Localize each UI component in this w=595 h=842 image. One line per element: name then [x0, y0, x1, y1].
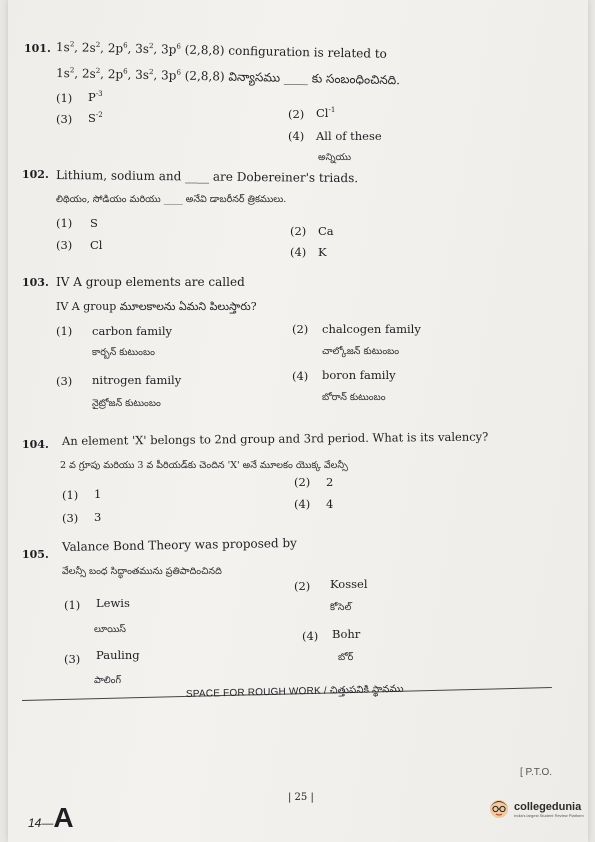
brand-watermark — [488, 797, 584, 821]
q103-option-4: boron family — [322, 368, 396, 382]
q105-option-4-number: (4) — [302, 629, 319, 643]
question-102-number: 102. — [22, 168, 49, 181]
q101-option-4: All of these — [316, 129, 382, 143]
question-103-text: IV A group elements are called — [56, 275, 245, 289]
q103-option-2-number: (2) — [292, 322, 309, 336]
q103-option-3-telugu: నైట్రోజన్ కుటుంబం — [92, 398, 161, 409]
q101-option-3-number: (3) — [56, 112, 73, 126]
q105-option-3: Pauling — [96, 648, 140, 662]
question-105-number: 105. — [22, 548, 49, 561]
q104-option-4-number: (4) — [294, 497, 311, 511]
question-102-text: Lithium, sodium and ____ are Dobereiner's triads. — [55, 168, 359, 186]
q103-option-1-number: (1) — [56, 324, 73, 338]
booklet-code-prefix: 14— — [28, 816, 54, 830]
q104-option-2: 2 — [326, 475, 334, 489]
exam-page — [8, 0, 588, 842]
q102-option-4-number: (4) — [290, 245, 307, 259]
rough-work-label: SPACE FOR ROUGH WORK / చిత్తుపనికి స్థానము — [185, 683, 404, 700]
q105-option-3-telugu: పాలింగ్ — [94, 675, 122, 686]
mascot-icon — [488, 797, 510, 821]
question-104-telugu: 2 వ గ్రూపు మరియు 3 వ పీరియడ్‌కు చెందిన 'X' అనే మూలకం యొక్క వేలన్సీ — [60, 460, 348, 471]
q102-option-2-number: (2) — [290, 224, 307, 238]
q102-option-1: S — [90, 216, 98, 230]
question-104-text: An element 'X' belongs to 2nd group and 3rd period. What is its valency? — [61, 429, 489, 448]
q105-option-1-telugu: లూయిస్ — [94, 624, 126, 635]
q105-option-2-telugu: కోసెల్ — [330, 602, 352, 613]
q104-option-1: 1 — [94, 487, 102, 501]
question-104-number: 104. — [22, 438, 49, 451]
q105-option-4: Bohr — [332, 627, 361, 641]
q101-option-4-number: (4) — [288, 129, 305, 143]
q104-option-4: 4 — [326, 497, 334, 511]
q103-option-1: carbon family — [92, 324, 173, 338]
q104-option-1-number: (1) — [62, 488, 79, 502]
q103-option-2-telugu: చాల్కోజన్ కుటుంబం — [322, 346, 400, 357]
brand-name: collegedunia — [514, 800, 582, 813]
question-101-text: $1s^2$, $2s^2$, $2p^6$, $3s^2$, $3p^6$ (2,8,8) configuration is related to — [55, 40, 388, 61]
booklet-code-letter: A — [53, 802, 74, 833]
pto-label: [ P.T.O. — [520, 767, 553, 778]
q101-option-1-number: (1) — [56, 91, 73, 105]
q101-option-2-number: (2) — [288, 107, 305, 121]
q101-option-2: $Cl^{-1}$ — [316, 106, 336, 120]
question-103-telugu: IV A group మూలకాలను ఏమని పిలుస్తారు? — [56, 300, 257, 313]
question-105-telugu: వేలన్సీ బంధ సిద్ధాంతమును ప్రతిపాదించినది — [62, 566, 222, 577]
q105-option-1: Lewis — [96, 596, 130, 610]
q101-option-1: $P^{-3}$ — [88, 90, 103, 104]
q103-option-3-number: (3) — [56, 374, 73, 388]
q104-option-3: 3 — [94, 510, 102, 524]
q102-option-3: Cl — [90, 238, 103, 252]
booklet-code — [28, 802, 74, 834]
q103-option-3: nitrogen family — [92, 373, 182, 387]
question-101-number: 101. — [24, 42, 51, 55]
q101-option-3: $S^{-2}$ — [88, 111, 103, 125]
q105-option-2: Kossel — [330, 577, 368, 591]
q105-option-1-number: (1) — [64, 598, 81, 612]
q104-option-3-number: (3) — [62, 511, 79, 525]
q105-option-2-number: (2) — [294, 579, 311, 593]
q102-option-1-number: (1) — [56, 216, 73, 230]
q101-option-4-telugu: అన్నియు — [318, 152, 352, 163]
q103-option-4-telugu: బోరాన్ కుటుంబం — [322, 392, 386, 403]
question-102-telugu: లిథియం, సోడియం మరియు ____ అనేవి డాబరీనర్ త్రికములు. — [56, 194, 287, 205]
q102-option-2: Ca — [318, 224, 334, 238]
q103-option-1-telugu: కార్బన్ కుటుంబం — [92, 347, 155, 358]
q102-option-4: K — [318, 245, 327, 259]
q102-option-3-number: (3) — [56, 238, 73, 252]
q103-option-4-number: (4) — [292, 369, 309, 383]
q105-option-4-telugu: బోర్ — [338, 652, 354, 663]
question-101-telugu: $1s^2$, $2s^2$, $2p^6$, $3s^2$, $3p^6$ (2,8,8) విన్యాసము ____ కు సంబంధించినది. — [55, 66, 401, 88]
question-103-number: 103. — [22, 276, 49, 289]
q104-option-2-number: (2) — [294, 475, 311, 489]
q103-option-2: chalcogen family — [322, 322, 421, 336]
question-105-text: Valance Bond Theory was proposed by — [61, 535, 297, 554]
brand-tagline: India's largest Student Review Platform — [514, 812, 584, 818]
q105-option-3-number: (3) — [64, 652, 81, 666]
page-number: | 25 | — [288, 792, 314, 803]
